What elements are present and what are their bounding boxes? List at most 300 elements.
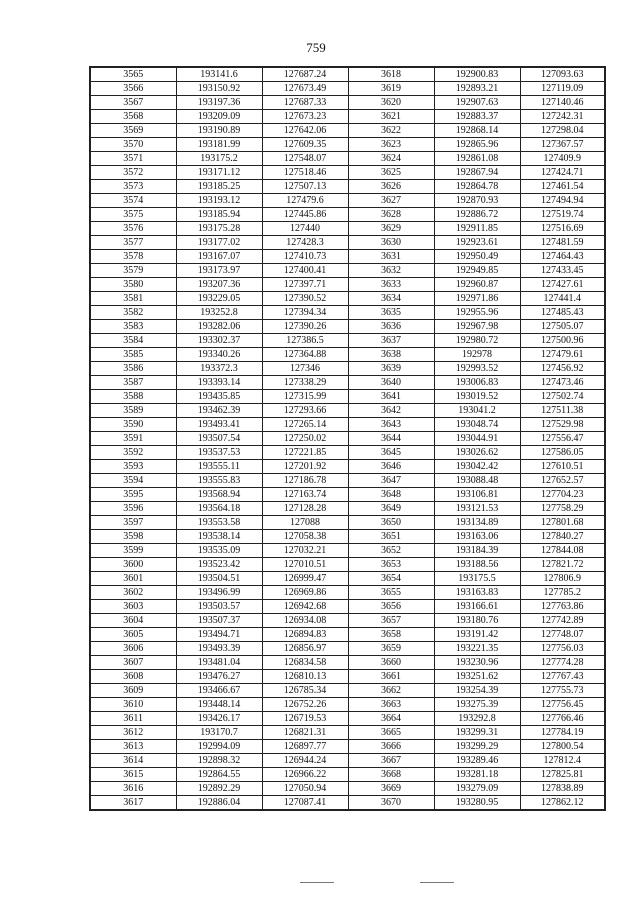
x-coordinate-cell: 192955.96 (434, 306, 520, 320)
x-coordinate-cell: 192994.09 (176, 740, 262, 754)
point-number-cell: 3634 (348, 292, 434, 306)
point-number-cell: 3613 (90, 740, 176, 754)
y-coordinate-cell: 127481.59 (520, 236, 605, 250)
y-coordinate-cell: 127409.9 (520, 152, 605, 166)
point-number-cell: 3666 (348, 740, 434, 754)
y-coordinate-cell: 127642.06 (262, 124, 348, 138)
table-row (90, 544, 605, 558)
y-coordinate-cell: 126821.31 (262, 726, 348, 740)
table-row (90, 502, 605, 516)
x-coordinate-cell: 193462.39 (176, 404, 262, 418)
x-coordinate-cell: 193175.5 (434, 572, 520, 586)
table-row (90, 586, 605, 600)
y-coordinate-cell: 127400.41 (262, 264, 348, 278)
y-coordinate-cell: 127456.92 (520, 362, 605, 376)
x-coordinate-cell: 193185.94 (176, 208, 262, 222)
y-coordinate-cell: 127364.88 (262, 348, 348, 362)
point-number-cell: 3617 (90, 796, 176, 811)
x-coordinate-cell: 193289.46 (434, 754, 520, 768)
point-number-cell: 3635 (348, 306, 434, 320)
coordinates-table (89, 66, 606, 811)
point-number-cell: 3614 (90, 754, 176, 768)
x-coordinate-cell: 193493.41 (176, 418, 262, 432)
x-coordinate-cell: 193019.52 (434, 390, 520, 404)
y-coordinate-cell: 126856.97 (262, 642, 348, 656)
table-row (90, 292, 605, 306)
y-coordinate-cell: 127433.45 (520, 264, 605, 278)
y-coordinate-cell: 127652.57 (520, 474, 605, 488)
y-coordinate-cell: 127346 (262, 362, 348, 376)
point-number-cell: 3575 (90, 208, 176, 222)
y-coordinate-cell: 126999.47 (262, 572, 348, 586)
x-coordinate-cell: 193197.36 (176, 96, 262, 110)
y-coordinate-cell: 127838.89 (520, 782, 605, 796)
x-coordinate-cell: 192864.78 (434, 180, 520, 194)
y-coordinate-cell: 126944.24 (262, 754, 348, 768)
x-coordinate-cell: 193448.14 (176, 698, 262, 712)
table-row (90, 222, 605, 236)
table-row (90, 642, 605, 656)
table-row (90, 488, 605, 502)
table-row (90, 306, 605, 320)
x-coordinate-cell: 193251.62 (434, 670, 520, 684)
x-coordinate-cell: 193150.92 (176, 82, 262, 96)
y-coordinate-cell: 127519.74 (520, 208, 605, 222)
table-row (90, 250, 605, 264)
y-coordinate-cell: 126834.58 (262, 656, 348, 670)
y-coordinate-cell: 127763.86 (520, 600, 605, 614)
y-coordinate-cell: 127050.94 (262, 782, 348, 796)
x-coordinate-cell: 193166.61 (434, 600, 520, 614)
y-coordinate-cell: 127128.28 (262, 502, 348, 516)
point-number-cell: 3607 (90, 656, 176, 670)
point-number-cell: 3587 (90, 376, 176, 390)
x-coordinate-cell: 193564.18 (176, 502, 262, 516)
x-coordinate-cell: 193275.39 (434, 698, 520, 712)
y-coordinate-cell: 127785.2 (520, 586, 605, 600)
point-number-cell: 3592 (90, 446, 176, 460)
point-number-cell: 3646 (348, 460, 434, 474)
x-coordinate-cell: 193088.48 (434, 474, 520, 488)
point-number-cell: 3633 (348, 278, 434, 292)
y-coordinate-cell: 127397.71 (262, 278, 348, 292)
table-row (90, 768, 605, 782)
page-number: 759 (306, 40, 326, 55)
y-coordinate-cell: 127609.35 (262, 138, 348, 152)
table-row (90, 166, 605, 180)
table-row (90, 474, 605, 488)
y-coordinate-cell: 127502.74 (520, 390, 605, 404)
x-coordinate-cell: 193230.96 (434, 656, 520, 670)
y-coordinate-cell: 127250.02 (262, 432, 348, 446)
y-coordinate-cell: 127844.08 (520, 544, 605, 558)
x-coordinate-cell: 192864.55 (176, 768, 262, 782)
y-coordinate-cell: 127505.07 (520, 320, 605, 334)
point-number-cell: 3622 (348, 124, 434, 138)
y-coordinate-cell: 127756.03 (520, 642, 605, 656)
table-row (90, 726, 605, 740)
point-number-cell: 3658 (348, 628, 434, 642)
y-coordinate-cell: 127390.52 (262, 292, 348, 306)
y-coordinate-cell: 127518.46 (262, 166, 348, 180)
x-coordinate-cell: 192907.63 (434, 96, 520, 110)
x-coordinate-cell: 192960.87 (434, 278, 520, 292)
point-number-cell: 3630 (348, 236, 434, 250)
x-coordinate-cell: 193252.8 (176, 306, 262, 320)
table-row (90, 320, 605, 334)
table-row (90, 376, 605, 390)
y-coordinate-cell: 127186.78 (262, 474, 348, 488)
point-number-cell: 3632 (348, 264, 434, 278)
x-coordinate-cell: 193555.11 (176, 460, 262, 474)
y-coordinate-cell: 127511.38 (520, 404, 605, 418)
point-number-cell: 3651 (348, 530, 434, 544)
x-coordinate-cell: 192898.32 (176, 754, 262, 768)
table-row (90, 390, 605, 404)
y-coordinate-cell: 127774.28 (520, 656, 605, 670)
table-row (90, 600, 605, 614)
x-coordinate-cell: 193175.2 (176, 152, 262, 166)
point-number-cell: 3626 (348, 180, 434, 194)
x-coordinate-cell: 193163.83 (434, 586, 520, 600)
y-coordinate-cell: 127221.85 (262, 446, 348, 460)
y-coordinate-cell: 127163.74 (262, 488, 348, 502)
y-coordinate-cell: 127390.26 (262, 320, 348, 334)
point-number-cell: 3637 (348, 334, 434, 348)
point-number-cell: 3655 (348, 586, 434, 600)
point-number-cell: 3568 (90, 110, 176, 124)
y-coordinate-cell: 127825.81 (520, 768, 605, 782)
x-coordinate-cell: 192900.83 (434, 67, 520, 82)
point-number-cell: 3589 (90, 404, 176, 418)
table-row (90, 698, 605, 712)
table-row (90, 432, 605, 446)
x-coordinate-cell: 193555.83 (176, 474, 262, 488)
y-coordinate-cell: 126966.22 (262, 768, 348, 782)
x-coordinate-cell: 193279.09 (434, 782, 520, 796)
x-coordinate-cell: 193042.42 (434, 460, 520, 474)
point-number-cell: 3570 (90, 138, 176, 152)
x-coordinate-cell: 193535.09 (176, 544, 262, 558)
x-coordinate-cell: 193476.27 (176, 670, 262, 684)
point-number-cell: 3580 (90, 278, 176, 292)
point-number-cell: 3643 (348, 418, 434, 432)
point-number-cell: 3585 (90, 348, 176, 362)
x-coordinate-cell: 193209.09 (176, 110, 262, 124)
table-row (90, 684, 605, 698)
point-number-cell: 3639 (348, 362, 434, 376)
footer-mark (420, 882, 454, 883)
point-number-cell: 3652 (348, 544, 434, 558)
y-coordinate-cell: 127748.07 (520, 628, 605, 642)
x-coordinate-cell: 193188.56 (434, 558, 520, 572)
x-coordinate-cell: 193006.83 (434, 376, 520, 390)
point-number-cell: 3661 (348, 670, 434, 684)
point-number-cell: 3659 (348, 642, 434, 656)
footer-mark (300, 882, 334, 883)
x-coordinate-cell: 193426.17 (176, 712, 262, 726)
x-coordinate-cell: 193175.28 (176, 222, 262, 236)
point-number-cell: 3569 (90, 124, 176, 138)
point-number-cell: 3604 (90, 614, 176, 628)
y-coordinate-cell: 126785.34 (262, 684, 348, 698)
x-coordinate-cell: 193184.39 (434, 544, 520, 558)
x-coordinate-cell: 193254.39 (434, 684, 520, 698)
y-coordinate-cell: 127704.23 (520, 488, 605, 502)
x-coordinate-cell: 193170.7 (176, 726, 262, 740)
x-coordinate-cell: 193537.53 (176, 446, 262, 460)
y-coordinate-cell: 127840.27 (520, 530, 605, 544)
x-coordinate-cell: 193494.71 (176, 628, 262, 642)
table-row (90, 110, 605, 124)
y-coordinate-cell: 127800.54 (520, 740, 605, 754)
point-number-cell: 3647 (348, 474, 434, 488)
point-number-cell: 3603 (90, 600, 176, 614)
y-coordinate-cell: 127821.72 (520, 558, 605, 572)
y-coordinate-cell: 126894.83 (262, 628, 348, 642)
x-coordinate-cell: 193167.07 (176, 250, 262, 264)
x-coordinate-cell: 193280.95 (434, 796, 520, 811)
y-coordinate-cell: 126810.13 (262, 670, 348, 684)
y-coordinate-cell: 127494.94 (520, 194, 605, 208)
x-coordinate-cell: 193026.62 (434, 446, 520, 460)
point-number-cell: 3645 (348, 446, 434, 460)
x-coordinate-cell: 193466.67 (176, 684, 262, 698)
point-number-cell: 3625 (348, 166, 434, 180)
point-number-cell: 3602 (90, 586, 176, 600)
x-coordinate-cell: 192868.14 (434, 124, 520, 138)
table-row (90, 67, 605, 82)
y-coordinate-cell: 126752.26 (262, 698, 348, 712)
y-coordinate-cell: 127516.69 (520, 222, 605, 236)
y-coordinate-cell: 127367.57 (520, 138, 605, 152)
y-coordinate-cell: 127461.54 (520, 180, 605, 194)
point-number-cell: 3629 (348, 222, 434, 236)
y-coordinate-cell: 127479.6 (262, 194, 348, 208)
point-number-cell: 3654 (348, 572, 434, 586)
table-row (90, 516, 605, 530)
point-number-cell: 3582 (90, 306, 176, 320)
point-number-cell: 3618 (348, 67, 434, 82)
y-coordinate-cell: 127687.24 (262, 67, 348, 82)
y-coordinate-cell: 127140.46 (520, 96, 605, 110)
table-row (90, 152, 605, 166)
point-number-cell: 3583 (90, 320, 176, 334)
point-number-cell: 3611 (90, 712, 176, 726)
y-coordinate-cell: 126719.53 (262, 712, 348, 726)
x-coordinate-cell: 193435.85 (176, 390, 262, 404)
y-coordinate-cell: 127010.51 (262, 558, 348, 572)
x-coordinate-cell: 192861.08 (434, 152, 520, 166)
point-number-cell: 3600 (90, 558, 176, 572)
y-coordinate-cell: 127784.19 (520, 726, 605, 740)
table-row (90, 194, 605, 208)
table-row (90, 82, 605, 96)
point-number-cell: 3650 (348, 516, 434, 530)
x-coordinate-cell: 192950.49 (434, 250, 520, 264)
y-coordinate-cell: 127427.61 (520, 278, 605, 292)
x-coordinate-cell: 193229.05 (176, 292, 262, 306)
y-coordinate-cell: 127441.4 (520, 292, 605, 306)
table-row (90, 404, 605, 418)
x-coordinate-cell: 193185.25 (176, 180, 262, 194)
x-coordinate-cell: 193372.3 (176, 362, 262, 376)
x-coordinate-cell: 193503.57 (176, 600, 262, 614)
point-number-cell: 3565 (90, 67, 176, 82)
point-number-cell: 3591 (90, 432, 176, 446)
y-coordinate-cell: 127806.9 (520, 572, 605, 586)
point-number-cell: 3599 (90, 544, 176, 558)
table-row (90, 124, 605, 138)
x-coordinate-cell: 193496.99 (176, 586, 262, 600)
x-coordinate-cell: 193171.12 (176, 166, 262, 180)
point-number-cell: 3642 (348, 404, 434, 418)
y-coordinate-cell: 127428.3 (262, 236, 348, 250)
x-coordinate-cell: 192993.52 (434, 362, 520, 376)
point-number-cell: 3566 (90, 82, 176, 96)
y-coordinate-cell: 127766.46 (520, 712, 605, 726)
x-coordinate-cell: 192892.29 (176, 782, 262, 796)
point-number-cell: 3653 (348, 558, 434, 572)
point-number-cell: 3578 (90, 250, 176, 264)
y-coordinate-cell: 127464.43 (520, 250, 605, 264)
x-coordinate-cell: 193282.06 (176, 320, 262, 334)
point-number-cell: 3610 (90, 698, 176, 712)
x-coordinate-cell: 192865.96 (434, 138, 520, 152)
y-coordinate-cell: 127424.71 (520, 166, 605, 180)
point-number-cell: 3624 (348, 152, 434, 166)
y-coordinate-cell: 127742.89 (520, 614, 605, 628)
table-row (90, 138, 605, 152)
table-row (90, 796, 605, 811)
y-coordinate-cell: 127315.99 (262, 390, 348, 404)
x-coordinate-cell: 193507.37 (176, 614, 262, 628)
point-number-cell: 3636 (348, 320, 434, 334)
point-number-cell: 3663 (348, 698, 434, 712)
y-coordinate-cell: 127767.43 (520, 670, 605, 684)
y-coordinate-cell: 127548.07 (262, 152, 348, 166)
point-number-cell: 3627 (348, 194, 434, 208)
table-row (90, 740, 605, 754)
point-number-cell: 3619 (348, 82, 434, 96)
y-coordinate-cell: 127756.45 (520, 698, 605, 712)
table-row (90, 460, 605, 474)
point-number-cell: 3606 (90, 642, 176, 656)
y-coordinate-cell: 127410.73 (262, 250, 348, 264)
y-coordinate-cell: 127386.5 (262, 334, 348, 348)
point-number-cell: 3596 (90, 502, 176, 516)
y-coordinate-cell: 127394.34 (262, 306, 348, 320)
y-coordinate-cell: 127119.09 (520, 82, 605, 96)
x-coordinate-cell: 193568.94 (176, 488, 262, 502)
x-coordinate-cell: 193177.02 (176, 236, 262, 250)
x-coordinate-cell: 192949.85 (434, 264, 520, 278)
table-row (90, 96, 605, 110)
point-number-cell: 3594 (90, 474, 176, 488)
y-coordinate-cell: 127445.86 (262, 208, 348, 222)
point-number-cell: 3649 (348, 502, 434, 516)
point-number-cell: 3597 (90, 516, 176, 530)
x-coordinate-cell: 192978 (434, 348, 520, 362)
x-coordinate-cell: 193048.74 (434, 418, 520, 432)
x-coordinate-cell: 192867.94 (434, 166, 520, 180)
y-coordinate-cell: 127673.23 (262, 110, 348, 124)
point-number-cell: 3581 (90, 292, 176, 306)
table-row (90, 334, 605, 348)
point-number-cell: 3656 (348, 600, 434, 614)
y-coordinate-cell: 127687.33 (262, 96, 348, 110)
x-coordinate-cell: 193302.37 (176, 334, 262, 348)
y-coordinate-cell: 127242.31 (520, 110, 605, 124)
point-number-cell: 3667 (348, 754, 434, 768)
table-row (90, 712, 605, 726)
x-coordinate-cell: 193207.36 (176, 278, 262, 292)
point-number-cell: 3648 (348, 488, 434, 502)
point-number-cell: 3628 (348, 208, 434, 222)
y-coordinate-cell: 127298.04 (520, 124, 605, 138)
y-coordinate-cell: 127485.43 (520, 306, 605, 320)
point-number-cell: 3612 (90, 726, 176, 740)
x-coordinate-cell: 193538.14 (176, 530, 262, 544)
table-row (90, 614, 605, 628)
x-coordinate-cell: 192893.21 (434, 82, 520, 96)
x-coordinate-cell: 193340.26 (176, 348, 262, 362)
point-number-cell: 3623 (348, 138, 434, 152)
point-number-cell: 3621 (348, 110, 434, 124)
x-coordinate-cell: 193190.89 (176, 124, 262, 138)
table-row (90, 628, 605, 642)
y-coordinate-cell: 127812.4 (520, 754, 605, 768)
table-row (90, 558, 605, 572)
y-coordinate-cell: 127610.51 (520, 460, 605, 474)
x-coordinate-cell: 193191.42 (434, 628, 520, 642)
x-coordinate-cell: 193163.06 (434, 530, 520, 544)
x-coordinate-cell: 193292.8 (434, 712, 520, 726)
point-number-cell: 3577 (90, 236, 176, 250)
point-number-cell: 3662 (348, 684, 434, 698)
point-number-cell: 3670 (348, 796, 434, 811)
table-row (90, 572, 605, 586)
table-row (90, 236, 605, 250)
table-row (90, 278, 605, 292)
x-coordinate-cell: 193193.12 (176, 194, 262, 208)
x-coordinate-cell: 193181.99 (176, 138, 262, 152)
point-number-cell: 3605 (90, 628, 176, 642)
y-coordinate-cell: 127529.98 (520, 418, 605, 432)
point-number-cell: 3657 (348, 614, 434, 628)
x-coordinate-cell: 192923.61 (434, 236, 520, 250)
table-row (90, 418, 605, 432)
point-number-cell: 3572 (90, 166, 176, 180)
table-row (90, 656, 605, 670)
y-coordinate-cell: 127338.29 (262, 376, 348, 390)
x-coordinate-cell: 192886.04 (176, 796, 262, 811)
point-number-cell: 3641 (348, 390, 434, 404)
y-coordinate-cell: 127479.61 (520, 348, 605, 362)
x-coordinate-cell: 193507.54 (176, 432, 262, 446)
point-number-cell: 3571 (90, 152, 176, 166)
point-number-cell: 3640 (348, 376, 434, 390)
y-coordinate-cell: 127758.29 (520, 502, 605, 516)
table-row (90, 754, 605, 768)
y-coordinate-cell: 127556.47 (520, 432, 605, 446)
point-number-cell: 3609 (90, 684, 176, 698)
point-number-cell: 3608 (90, 670, 176, 684)
x-coordinate-cell: 193393.14 (176, 376, 262, 390)
x-coordinate-cell: 192911.85 (434, 222, 520, 236)
x-coordinate-cell: 193173.97 (176, 264, 262, 278)
x-coordinate-cell: 193299.31 (434, 726, 520, 740)
